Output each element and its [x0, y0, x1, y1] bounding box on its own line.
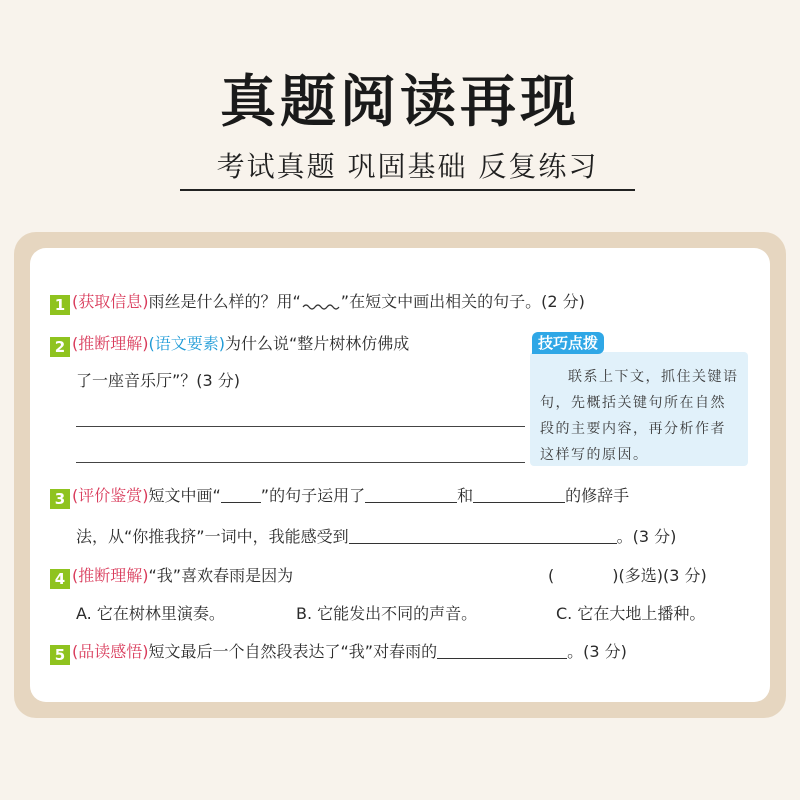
- question-3-line-2: [76, 526, 676, 548]
- paren-close: ): [612, 566, 619, 585]
- tip-label: 技巧点拨: [532, 332, 604, 354]
- question-tag: (获取信息): [72, 292, 149, 311]
- question-text: 雨丝是什么样的？用“: [148, 292, 301, 311]
- question-text: “我”喜欢春雨是因为: [148, 566, 294, 585]
- answer-blank[interactable]: [437, 644, 567, 659]
- question-text: ”的句子运用了: [260, 486, 366, 505]
- question-number-badge: 2: [50, 337, 70, 357]
- question-text: ”在短文中画出相关的句子。(2 分): [340, 292, 585, 311]
- question-text: 短文最后一个自然段表达了“我”对春雨的: [148, 642, 438, 661]
- question-number-badge: 5: [50, 645, 70, 665]
- tip-text: 联系上下文，抓住关键语句，先概括关键句所在自然段的主要内容，再分析作者这样写的原因。: [540, 369, 739, 463]
- question-text: 为什么说“整片树林仿佛成: [225, 334, 410, 353]
- question-text-continued: 了一座音乐厅”？(3 分): [76, 371, 241, 390]
- option-c[interactable]: C. 它在大地上播种。: [556, 604, 706, 623]
- answer-line[interactable]: [76, 462, 525, 463]
- question-note: (多选)(3 分): [618, 566, 707, 585]
- question-tag: (品读感悟): [72, 642, 149, 661]
- question-card: [30, 248, 770, 702]
- wavy-line-icon: [301, 297, 341, 311]
- question-tag: (推断理解): [72, 334, 149, 353]
- page-title: 真题阅读再现: [220, 70, 580, 135]
- question-text: 的修辞手: [565, 486, 630, 505]
- question-text: 短文中画“: [148, 486, 221, 505]
- question-text: 。(3 分): [567, 642, 627, 661]
- question-5: [50, 641, 627, 665]
- question-tag-secondary: (语文要素): [148, 334, 225, 353]
- answer-line[interactable]: [76, 426, 525, 427]
- answer-blank[interactable]: [473, 488, 565, 503]
- paren-open: (: [548, 566, 555, 585]
- answer-blank[interactable]: [365, 488, 457, 503]
- tip-box: [530, 352, 748, 466]
- page-subtitle: 考试真题 巩固基础 反复练习: [180, 145, 635, 191]
- question-number-badge: 1: [50, 295, 70, 315]
- question-number-badge: 4: [50, 569, 70, 589]
- question-text: 。(3 分): [616, 527, 677, 546]
- question-3: [50, 485, 629, 509]
- option-a[interactable]: A. 它在树林里演奏。: [76, 604, 225, 623]
- question-number-badge: 3: [50, 489, 70, 509]
- option-b[interactable]: B. 它能发出不同的声音。: [296, 604, 478, 623]
- answer-parentheses[interactable]: [548, 565, 707, 587]
- question-text: 和: [457, 486, 474, 505]
- question-2: [50, 333, 409, 357]
- question-tag: (评价鉴赏): [72, 486, 149, 505]
- question-4: [50, 565, 293, 589]
- answer-blank[interactable]: [349, 529, 617, 544]
- question-text: 法，从“你推我挤”一词中，我能感受到: [76, 527, 349, 546]
- underline-mark: [221, 488, 261, 503]
- question-tag: (推断理解): [72, 566, 149, 585]
- question-1: [50, 291, 585, 315]
